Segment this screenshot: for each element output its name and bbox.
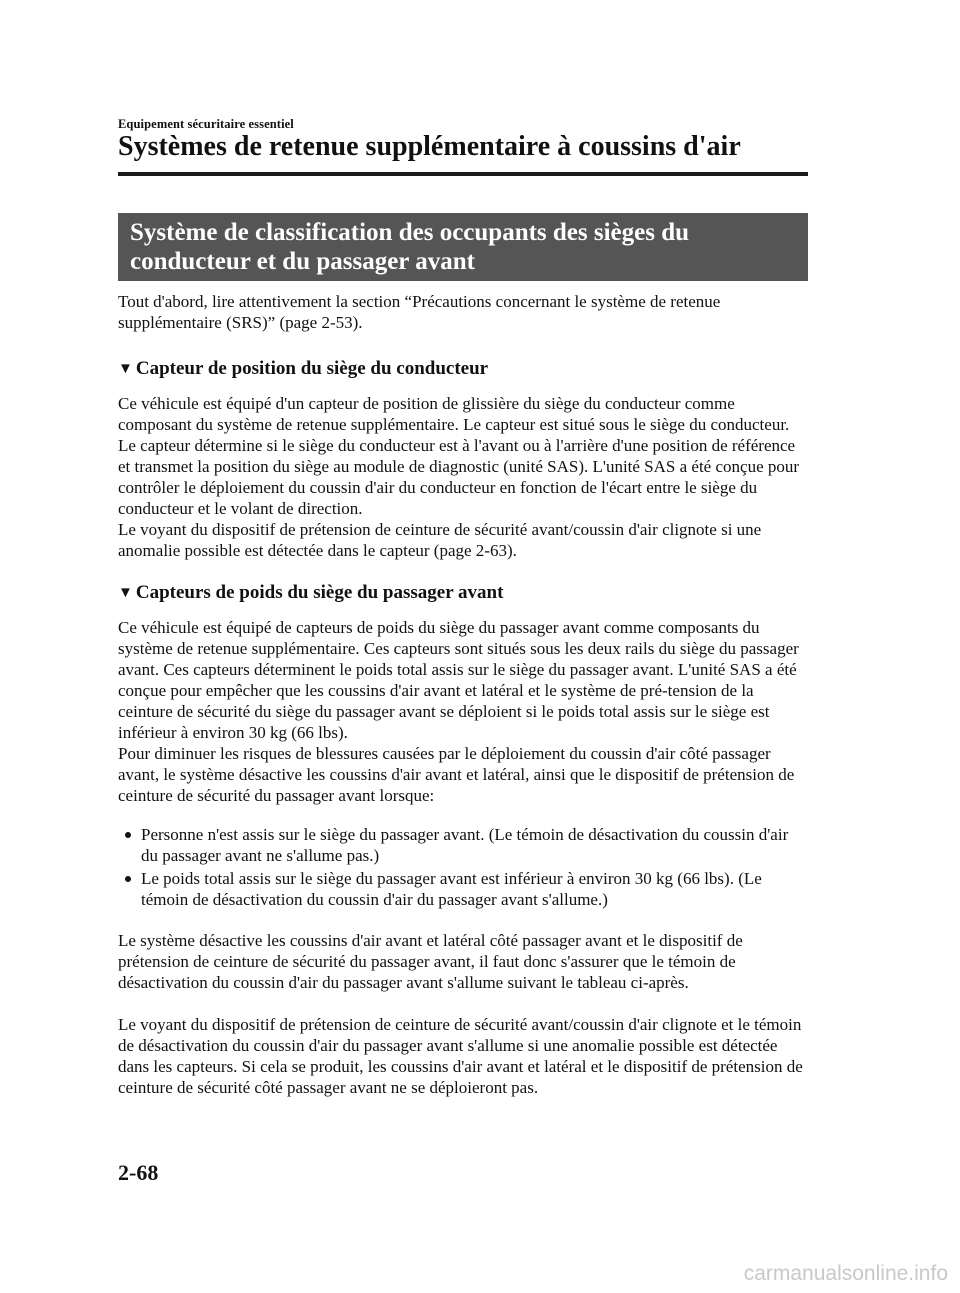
list-item: Personne n'est assis sur le siège du passager avant. (Le témoin de désactivation du coussin d'air du passager avant ne s'allume pas.) [118, 824, 808, 866]
driver-seat-paragraph-2: Le voyant du dispositif de prétension de ceinture de sécurité avant/coussin d'air clignote si une anomalie possible est détectée dans le capteur (page 2-63). [118, 520, 762, 560]
conditions-list [118, 824, 808, 912]
section-banner [118, 213, 808, 281]
subsection-heading-text: Capteur de position du siège du conducteur [135, 358, 489, 379]
list-item: Le poids total assis sur le siège du passager avant est inférieur à environ 30 kg (66 lbs). (Le témoin de désactivation du coussin d'air du passager avant s'allume.) [118, 868, 808, 910]
passenger-weight-paragraph-2: Pour diminuer les risques de blessures causées par le déploiement du coussin d'air côté passager avant, le système désactive les coussins d'air avant et latéral, ainsi que le dispositif de prétension de ceinture de sécurité du passager avant lorsque: [118, 744, 795, 805]
bullet-icon [125, 876, 131, 882]
passenger-weight-paragraph-4: Le voyant du dispositif de prétension de ceinture de sécurité avant/coussin d'air clignote et le témoin de désactivation du coussin d'air du passager avant s'allume si une anomalie possible est détectée dans les capteurs. Si cela se produit, les coussins d'air avant et latéral et le dispositif de prétension de ceinture de sécurité côté passager avant ne se déploieront pas. [118, 1015, 803, 1097]
triangle-down-icon: ▼ [118, 585, 133, 601]
driver-seat-paragraph-1: Ce véhicule est équipé d'un capteur de position de glissière du siège du conducteur comme composant du système de retenue supplémentaire. Le capteur est situé sous le siège du conducteur. Le capteur détermine si le siège du conducteur est à l'avant ou à l'arrière d'une position de référence et transmet la position du siège au module de diagnostic (unité SAS). L'unité SAS a été conçue pour contrôler le déploiement du coussin d'air du conducteur en fonction de l'écart entre le siège du conducteur et le volant de direction. [118, 394, 800, 518]
bullet-icon [125, 832, 131, 838]
header-divider [118, 172, 808, 176]
page-number: 2-68 [118, 1160, 159, 1185]
intro-paragraph: Tout d'abord, lire attentivement la section “Précautions concernant le système de retenue supplémentaire (SRS)” (page 2-53). [118, 292, 721, 332]
page-title: Systèmes de retenue supplémentaire à coussins d'air [118, 131, 741, 162]
banner-line-2: conducteur et du passager avant [130, 248, 475, 275]
subsection-heading-passenger-weight [118, 582, 503, 604]
passenger-weight-paragraph-3: Le système désactive les coussins d'air avant et latéral côté passager avant et le dispositif de prétension de ceinture de sécurité du passager avant, il faut donc s'assurer que le témoin de désactivation du coussin d'air du passager avant s'allume suivant le tableau ci-après. [118, 931, 743, 992]
watermark: carmanualsonline.info [743, 1262, 948, 1285]
subsection-heading-text: Capteurs de poids du siège du passager avant [135, 582, 504, 603]
triangle-down-icon: ▼ [118, 361, 133, 377]
banner-line-1: Système de classification des occupants des sièges du [130, 219, 690, 246]
passenger-weight-paragraph-1: Ce véhicule est équipé de capteurs de poids du siège du passager avant comme composants du système de retenue supplémentaire. Ces capteurs sont situés sous les deux rails du siège du passager avant. Ces capteurs déterminent le poids total assis sur le siège du passager avant. L'unité SAS a été conçue pour empêcher que les coussins d'air avant et latéral et le système de pré-tension de la ceinture de sécurité du siège du passager avant se déploient si le poids total assis sur le siège est inférieur à environ 30 kg (66 lbs). [118, 618, 799, 742]
section-label: Equipement sécuritaire essentiel [118, 117, 294, 131]
subsection-heading-driver-seat [118, 358, 488, 380]
